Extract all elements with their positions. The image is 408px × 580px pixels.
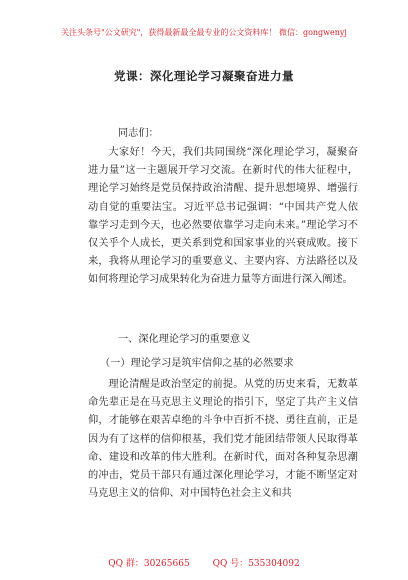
qq-group-number: 30265665 xyxy=(143,559,190,569)
qq-group xyxy=(108,559,189,569)
qq-label: QQ 号： xyxy=(212,559,249,569)
subsection-heading: （一）理论学习是筑牢信仰之基的必然要求 xyxy=(100,358,294,369)
header-banner: 关注头条号"公文研究"，获得最新最全最专业的公文资料库！ 微信：gongwenyj xyxy=(61,28,347,37)
footer-contact xyxy=(0,556,408,569)
body-paragraph: 理论清醒是政治坚定的前提。从党的历史来看，无数革命先辈正是在马克思主义理论的指引下，坚定了共产主义信仰，才能够在艰苦卓绝的斗争中百折不挠、勇往直前，正是因为有了这样的信仰根基，我们党才能团结带领人民取得革命、建设和改革的伟大胜利。在新时代，面对各种复杂思潮的冲击，党员干部只有通过深化理论学习，才能不断坚定对马克思主义的信仰、对中国特色社会主义和共 xyxy=(88,379,358,500)
section-heading: 一、深化理论学习的重要意义 xyxy=(118,334,251,345)
qq-group-label: QQ 群： xyxy=(108,559,144,569)
intro-paragraph: 大家好！今天，我们共同围绕“深化理论学习，凝聚奋进力量”这一主题展开学习交流。在新时代的伟大征程中，理论学习始终是党员保持政治清醒、提升思想境界、增强行动自觉的重要法宝。习近平总书记强调：“中国共产党人依靠学习走到今天，也必然要依靠学习走向未来。”理论学习不仅关乎个人成长，更关系到党和国家事业的兴衰成败。接下来，我将从理论学习的重要意义、主要内容、方法路径以及如何将理论学习成果转化为奋进力量等方面进行深入阐述。 xyxy=(88,147,358,286)
qq-number xyxy=(213,559,300,569)
salutation: 同志们： xyxy=(118,128,159,139)
document-title: 党课：深化理论学习凝聚奋进力量 xyxy=(114,69,294,83)
qq-value: 535304092 xyxy=(248,559,300,569)
